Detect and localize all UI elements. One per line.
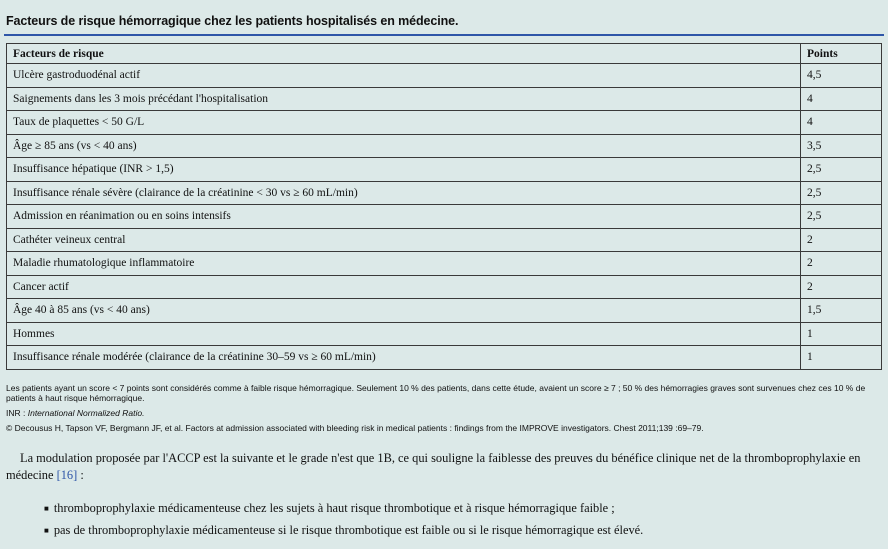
risk-factor-cell: Taux de plaquettes < 50 G/L	[7, 111, 801, 135]
table-row	[7, 134, 882, 158]
title-divider	[4, 34, 884, 36]
table-row	[7, 181, 882, 205]
table-row	[7, 205, 882, 229]
abbreviation-note	[6, 408, 884, 418]
score-footnote: Les patients ayant un score < 7 points sont considérés comme à faible risque hémorragique. Seulement 10 % des patients, dans cette étude, avaient un score ≥ 7 ; 50 % des hémorragies graves sont survenues chez ces 10 % de patients à haut risque hémorragique.	[6, 383, 866, 403]
risk-factor-cell: Cancer actif	[7, 275, 801, 299]
table-row	[7, 64, 882, 88]
list-item: ■ thromboprophylaxie médicamenteuse chez les sujets à haut risque thrombotique et à risque hémorragique faible ;	[44, 498, 643, 520]
points-cell: 1	[801, 322, 882, 346]
risk-factor-cell: Insuffisance hépatique (INR > 1,5)	[7, 158, 801, 182]
points-cell: 4	[801, 111, 882, 135]
table-title: Facteurs de risque hémorragique chez les patients hospitalisés en médecine.	[6, 14, 459, 28]
table-row	[7, 346, 882, 370]
points-cell: 1,5	[801, 299, 882, 323]
points-cell: 4,5	[801, 64, 882, 88]
table-row	[7, 158, 882, 182]
risk-factor-cell: Ulcère gastroduodénal actif	[7, 64, 801, 88]
risk-factor-cell: Âge 40 à 85 ans (vs < 40 ans)	[7, 299, 801, 323]
risk-factor-cell: Saignements dans les 3 mois précédant l'hospitalisation	[7, 87, 801, 111]
column-header-factor: Facteurs de risque	[7, 44, 801, 64]
risk-factor-cell: Insuffisance rénale sévère (clairance de la créatinine < 30 vs ≥ 60 mL/min)	[7, 181, 801, 205]
table-header-row	[7, 44, 882, 64]
points-cell: 4	[801, 87, 882, 111]
table-row	[7, 87, 882, 111]
source-citation: © Decousus H, Tapson VF, Bergmann JF, et al. Factors at admission associated with bleeding risk in medical patients : findings from the IMPROVE investigators. Chest 2011;139 :69–79.	[6, 423, 704, 433]
paragraph-end: :	[77, 468, 84, 482]
points-cell: 2,5	[801, 181, 882, 205]
table-row	[7, 299, 882, 323]
table-row	[7, 252, 882, 276]
points-cell: 1	[801, 346, 882, 370]
risk-factor-cell: Admission en réanimation ou en soins intensifs	[7, 205, 801, 229]
inr-definition: International Normalized Ratio.	[27, 408, 145, 418]
table-row	[7, 228, 882, 252]
inr-abbreviation: INR :	[6, 408, 28, 418]
risk-factor-cell: Insuffisance rénale modérée (clairance de la créatinine 30–59 vs ≥ 60 mL/min)	[7, 346, 801, 370]
table-notes	[6, 383, 884, 438]
column-header-points: Points	[801, 44, 882, 64]
risk-factors-table	[6, 43, 882, 370]
risk-factor-cell: Maladie rhumatologique inflammatoire	[7, 252, 801, 276]
points-cell: 2	[801, 228, 882, 252]
list-item: ■ pas de thromboprophylaxie médicamenteuse si le risque thrombotique est faible ou si le risque hémorragique est élevé.	[44, 520, 643, 542]
reference-link[interactable]: [16]	[56, 468, 78, 482]
risk-factor-cell: Cathéter veineux central	[7, 228, 801, 252]
points-cell: 2,5	[801, 158, 882, 182]
table-row	[7, 111, 882, 135]
points-cell: 2,5	[801, 205, 882, 229]
risk-factor-cell: Âge ≥ 85 ans (vs < 40 ans)	[7, 134, 801, 158]
points-cell: 2	[801, 275, 882, 299]
table-row	[7, 322, 882, 346]
paragraph-text: La modulation proposée par l'ACCP est la suivante et le grade n'est que 1B, ce qui souligne la faiblesse des preuves du bénéfice clinique net de la thromboprophylaxie en médecine	[6, 451, 861, 482]
recommendation-list	[44, 498, 643, 542]
points-cell: 3,5	[801, 134, 882, 158]
risk-factor-cell: Hommes	[7, 322, 801, 346]
body-paragraph	[6, 450, 886, 484]
table-row	[7, 275, 882, 299]
points-cell: 2	[801, 252, 882, 276]
